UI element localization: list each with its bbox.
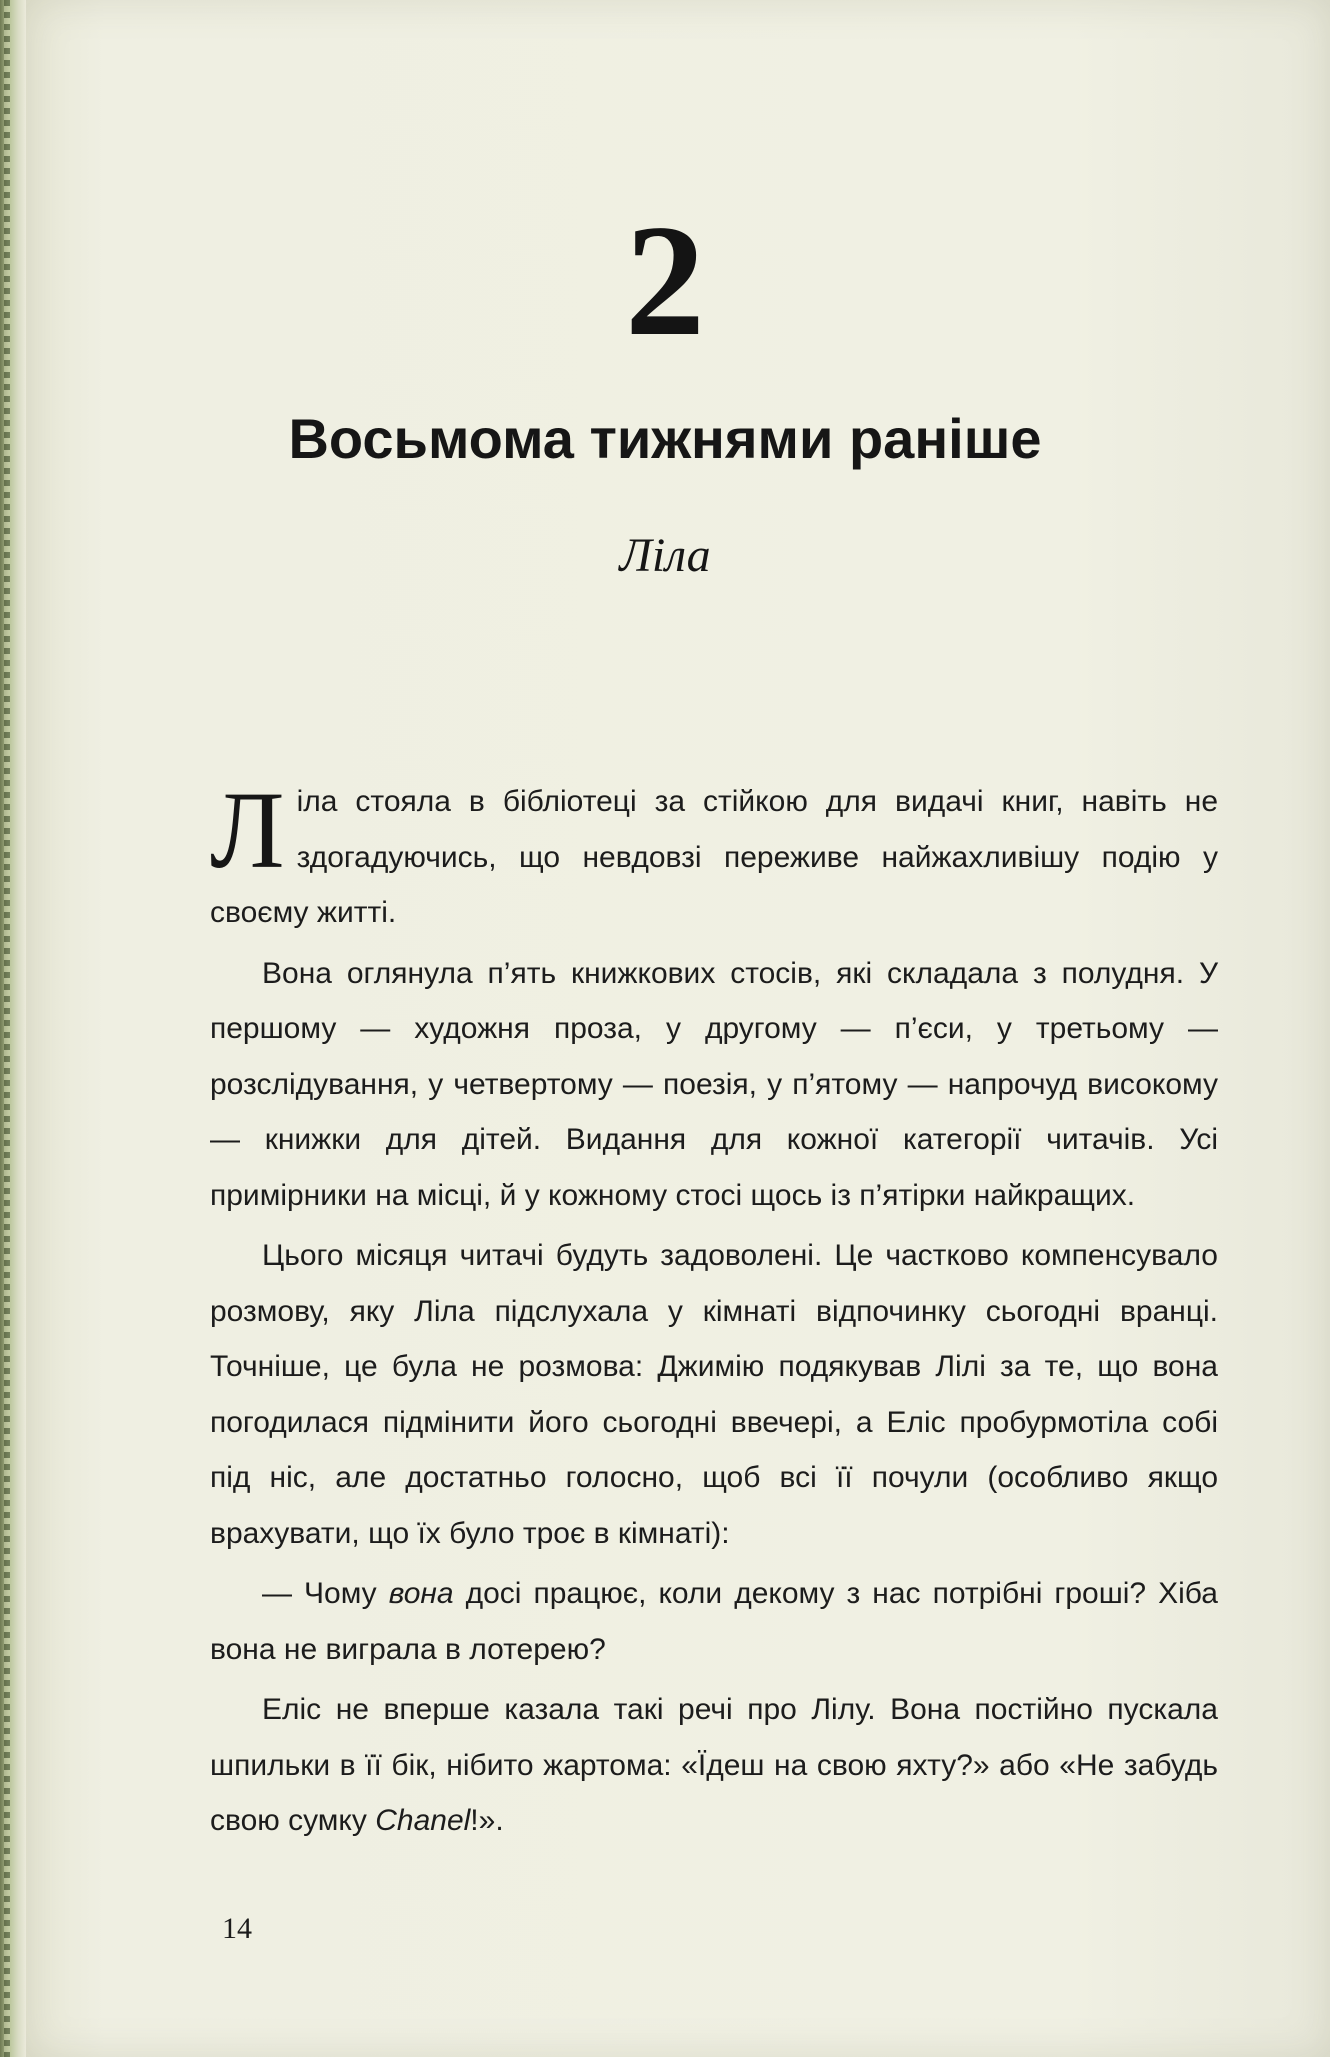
paragraph-5-before: Еліс не вперше казала такі речі про Лілу. Вона постійно пускала шпильки в її бік, нібито жартома: «Їдеш на свою яхту?» або «Не забудь свою сумку bbox=[210, 1693, 1218, 1837]
chapter-title: Восьмома тижнями раніше bbox=[288, 407, 1042, 470]
drop-cap: Л bbox=[210, 769, 285, 891]
paragraph-5 bbox=[210, 1682, 1218, 1849]
paragraph-2: Вона оглянула п’ять книжкових стосів, які складала з полудня. У першому — художня проза, у другому — п’єси, у третьому — розслідування, у четвертому — поезія, у п’ятому — напрочуд високому — книжки для дітей. Видання для кожної категорії читачів. Усі примірники на місці, й у кожному стосі щось із п’ятірки найкращих. bbox=[210, 956, 1218, 1212]
chapter-body bbox=[210, 769, 1218, 1854]
paragraph-4-before: — Чому bbox=[262, 1577, 389, 1610]
paragraph-5-after: !». bbox=[470, 1804, 504, 1837]
page-number: 14 bbox=[222, 1912, 252, 1945]
chapter-subtitle: Ліла bbox=[619, 529, 711, 582]
chapter-number: 2 bbox=[625, 191, 705, 369]
paragraph-4-after: досі працює, коли декому з нас потрібні гроші? Хіба вона не виграла в лотерею? bbox=[210, 1577, 1218, 1666]
paragraph-4-dialogue bbox=[210, 1566, 1218, 1677]
paragraph-3: Цього місяця читачі будуть задоволені. Це частково компенсувало розмову, яку Ліла підслухала у кімнаті відпочинку сьогодні вранці. Точніше, це була не розмова: Джимію подякував Лілі за те, що вона погодилася підмінити його сьогодні ввечері, а Еліс пробурмотіла собі під ніс, але достатньо голосно, щоб всі її почули (особливо якщо врахувати, що їх було троє в кімнаті): bbox=[210, 1239, 1218, 1550]
paragraph-1-text: іла стояла в бібліотеці за стійкою для видачі книг, навіть не здогадуючись, що невдовзі переживе найжахливішу подію у своєму житті. bbox=[210, 785, 1218, 929]
paragraph-1 bbox=[210, 769, 1218, 941]
paragraph-4-emphasis: вона bbox=[388, 1577, 454, 1610]
paragraph-5-emphasis: Chanel bbox=[375, 1804, 471, 1837]
